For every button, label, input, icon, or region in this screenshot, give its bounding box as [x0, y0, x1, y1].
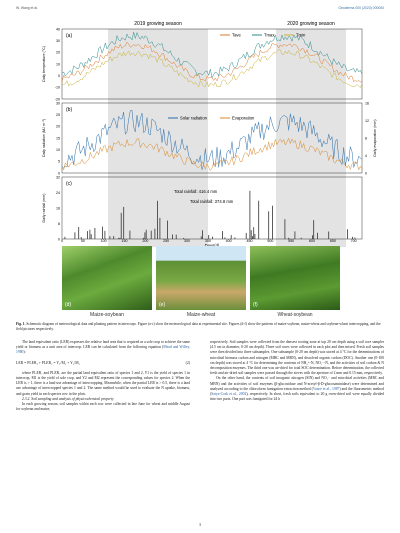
panel-b-ylabel: Daily radiation (MJ m⁻²): [42, 118, 46, 158]
citation-link[interactable]: Vance et al., 1987: [312, 386, 340, 391]
rain-bar: [78, 227, 79, 239]
rain-bar: [250, 191, 251, 239]
x-tick-label: 400: [225, 239, 232, 243]
rain-bar: [145, 232, 146, 239]
citation-link[interactable]: Saiya-Cork et al., 2002: [211, 392, 247, 397]
rain-bar: [253, 227, 254, 239]
y-tick-label: 8: [58, 221, 60, 226]
rain-bar: [268, 211, 269, 239]
panel-a-ylabel: Daily temperature (°C): [42, 46, 46, 82]
x-tick-label: 500: [267, 239, 274, 243]
page-number: 3: [199, 523, 201, 527]
y-tick-label: 30: [56, 38, 60, 43]
y-tick-label: 24: [56, 190, 60, 195]
rain-bar: [222, 231, 223, 239]
y-tick-label: 0: [58, 73, 60, 78]
equation-number: (2): [185, 360, 190, 365]
text-run: ) and the fluorometric method (: [210, 386, 384, 397]
rain-bar: [202, 230, 203, 239]
x-tick-label: 200: [142, 239, 149, 243]
rain-bar: [235, 237, 236, 239]
x-tick-label: 150: [121, 239, 128, 243]
x-tick-label: 0: [61, 239, 63, 243]
x-tick-label: 650: [329, 239, 336, 243]
x-tick-label: 300: [184, 239, 190, 243]
legend-tmax-label: Tmax: [264, 32, 275, 38]
photo-caption: Maize-soybean: [90, 312, 124, 318]
rain-bar: [255, 234, 256, 239]
photo-caption: Wheat-soybean: [277, 312, 313, 318]
x-tick-label: 100: [100, 239, 107, 243]
panel-a-yticks: [55, 27, 60, 101]
season-band-2020: [276, 29, 346, 247]
rain-bar: [313, 220, 314, 239]
y-tick-label: 10: [56, 147, 60, 152]
y-tick-label: -20: [54, 97, 60, 102]
season-label-2019: 2019 growing season: [134, 21, 182, 27]
text-run: On the other hand, the contents of soil inorganic nitrogen (SIN) and NO₃⁻ and microbial activities (MBC and MBN) and the activities of soil enzymes (β-glucosidase and N-acetyl-β-D-glucosaminidase) were determined and analyzed according to the chloroform fumigation extraction method (: [210, 376, 384, 391]
rain-bar: [110, 236, 111, 239]
rain-bar: [347, 229, 348, 239]
rain-bar: [75, 232, 76, 239]
rain-bar: [121, 213, 122, 239]
y-tick-label: 16: [365, 101, 369, 106]
rain-bar: [317, 233, 318, 239]
photo-wheat-soybean: [250, 246, 340, 318]
rain-bar: [65, 237, 66, 239]
y-tick-label: 12: [365, 118, 369, 123]
photo-label: (d): [65, 302, 72, 308]
rain-bar: [90, 230, 91, 239]
y-tick-label: -10: [54, 85, 60, 90]
running-header-authors: W. Wang et al.: [16, 6, 38, 10]
y-tick-label: 40: [56, 27, 60, 32]
rainfall-annotation-2020: Total rainfall: 374.8 mm: [190, 199, 234, 204]
photo-caption: Maize-wheat: [186, 312, 216, 318]
y-tick-label: 15: [56, 136, 60, 141]
rain-bar: [91, 234, 92, 239]
photo-row: [62, 246, 340, 322]
panel-b-yticks: [56, 101, 60, 175]
rain-bar: [328, 232, 329, 240]
y-tick-label: 25: [56, 112, 60, 117]
rain-bar: [167, 221, 168, 239]
rain-bar: [212, 237, 213, 239]
x-tick-label: 250: [163, 239, 170, 243]
text-run: ), respectively. In short, fresh soils equivalent to 20 g oven-dried soil were equally divided into two parts. One part was fumigated for 24 h: [210, 392, 384, 402]
rain-bar: [176, 235, 177, 239]
rain-bar: [120, 238, 121, 239]
y-tick-label: 10: [56, 62, 60, 67]
citation-link[interactable]: Mead and Willey, 1980: [16, 345, 190, 355]
x-tick-label: 50: [80, 239, 85, 243]
rain-bar: [295, 231, 296, 239]
season-band-2019: [108, 29, 208, 247]
rain-bar: [272, 206, 273, 239]
rain-bar: [123, 207, 124, 239]
y-tick-label: 30: [56, 101, 60, 106]
rain-bar: [251, 230, 252, 239]
rain-bar: [155, 229, 156, 239]
panel-c-label: (c): [66, 181, 72, 187]
rain-bar: [113, 236, 114, 239]
y-tick-label: 0: [58, 237, 60, 242]
legend-tmin-label: Tmin: [296, 32, 306, 38]
x-tick-label: 700: [350, 239, 357, 243]
y-tick-label: 5: [58, 159, 60, 164]
rain-bar: [105, 231, 106, 239]
x-tick-label: 450: [246, 239, 253, 243]
y-tick-label: 0: [58, 171, 60, 176]
y-tick-label: 8: [365, 136, 367, 141]
rain-bar: [130, 231, 131, 239]
legend-tave-label: Tave: [232, 32, 241, 38]
figure-caption-text: Schematic diagram of meteorological data and planting pattern in intercrops. Figure (a-c) show the meteorological data at experimental site. Figures (d-f) show the patterns of maize-soybean, maize-wheat and soybean-wheat intercropping, and the field pictures respectively.: [16, 322, 381, 331]
x-tick-label: 550: [288, 239, 295, 243]
left-column: [16, 340, 190, 412]
meteorological-chart: [40, 15, 380, 247]
rain-bar: [157, 201, 158, 239]
rain-bar: [102, 227, 103, 239]
x-tick-label: 600: [309, 239, 315, 243]
rain-bar: [95, 228, 96, 239]
panel-c-ylabel: Daily rainfall (mm): [42, 193, 46, 223]
figure-caption: [16, 322, 384, 331]
rain-bar: [160, 218, 161, 239]
rain-bar: [151, 231, 152, 239]
panel-a-label: (a): [66, 33, 73, 39]
text-run: ):: [23, 350, 26, 355]
photo-label: (e): [159, 302, 166, 308]
section-subheading: 2.3.2. Soil sampling and analysis of physicochemical property: [22, 396, 114, 401]
panel-b-yticks-right: [365, 101, 369, 175]
meteorological-figure: [40, 15, 380, 275]
y-tick-label: 20: [56, 50, 60, 55]
photo-label: (f): [253, 302, 258, 308]
legend-solar-label: Solar radiation: [180, 115, 208, 121]
text-run: The land equivalent ratio (LER) expresses the relative land area that is required as a sole crop to achieve the same yield or biomass as a unit area of intercrop. LER can be calculated from the following equation (: [16, 340, 190, 350]
legend-evap-label: Evaporation: [232, 115, 255, 121]
running-header-journal: Geoderma 000 (2023) 000000: [338, 6, 384, 10]
photo-maize-soybean: [62, 246, 152, 318]
y-tick-label: 32: [56, 175, 60, 180]
equation-body: LER = PLER₁ + PLER₂ = Y₁/M₁ + Y₂/M₂: [16, 360, 80, 365]
rain-bar: [118, 238, 119, 239]
rain-bar: [201, 236, 202, 239]
y-tick-label: 4: [365, 153, 367, 158]
rain-bar: [258, 201, 259, 239]
rain-bar: [285, 219, 286, 239]
panel-b-label: (b): [66, 107, 73, 113]
paragraph: [16, 340, 190, 356]
rain-bar: [146, 230, 147, 239]
y-tick-label: 20: [56, 124, 60, 129]
photo-maize-wheat: [156, 246, 246, 318]
rainfall-annotation-2019: Total rainfall: 416.4 mm: [174, 189, 218, 194]
rain-bar: [301, 238, 302, 239]
right-column: [210, 340, 384, 402]
rain-bar: [87, 231, 88, 239]
paragraph: where PLER₁ and PLER₂ are the partial land equivalent ratio of species 1 and 2, Y1 is the yield of species 1 in intercrop, M1 is the yield of sole crop, and Y2 and M2 represent the corresponding values for species 2. When the LER is > 1, there is a land use advantage of intercropping. Meanwhile, when the partial LER is > 0.5, there is a land use advantage of intercropped species 1 and 2. The same method would be used to evaluate the N uptake, biomass, and grain yield in each species row in the plots.: [16, 370, 190, 396]
panel-c-yticks: [56, 175, 60, 241]
paragraph: [210, 376, 384, 402]
equation-ler: [16, 361, 190, 366]
paragraph: respectively. Soil samples were collected from the densest rooting zone at top 20 cm depth using a soil core sampler (4.5 cm in diameter, 0-20 cm depth). Three soil cores were collected in each plot and then mixed. Fresh soil samples were then divided into three subsamples. One subsample (0-20 cm depth) was stored at 4 °C for the determinations of microbial biomass carbon and nitrogen (MBC and MBN), and dissolved organic carbon (DOC). Another one (0-100 cm depth) was stored at 4 °C for determining the contents of NH₄⁺-N, NO₃⁻-N, and the activities of soil carbon & N decomposition enzymes. The third one was air-dried for total SOC determination. Before determination, the collected fresh and air-dried soil samples were passed through the sieves with the aperture of 2 mm and 0.15 mm, respectively.: [210, 340, 384, 376]
x-tick-label: 350: [204, 239, 211, 243]
rain-bar: [172, 235, 173, 240]
panel-b-ylabel-right: Daily evaporation (mm): [373, 119, 377, 157]
paragraph: In each growing season, soil samples within each row were collected in late June for wheat and middle August for soybean and maize,: [16, 402, 190, 412]
season-label-2020: 2020 growing season: [287, 21, 335, 27]
y-tick-label: 16: [56, 206, 60, 211]
figure-caption-lead: Fig. 1.: [16, 322, 26, 326]
y-tick-label: 0: [365, 171, 367, 176]
